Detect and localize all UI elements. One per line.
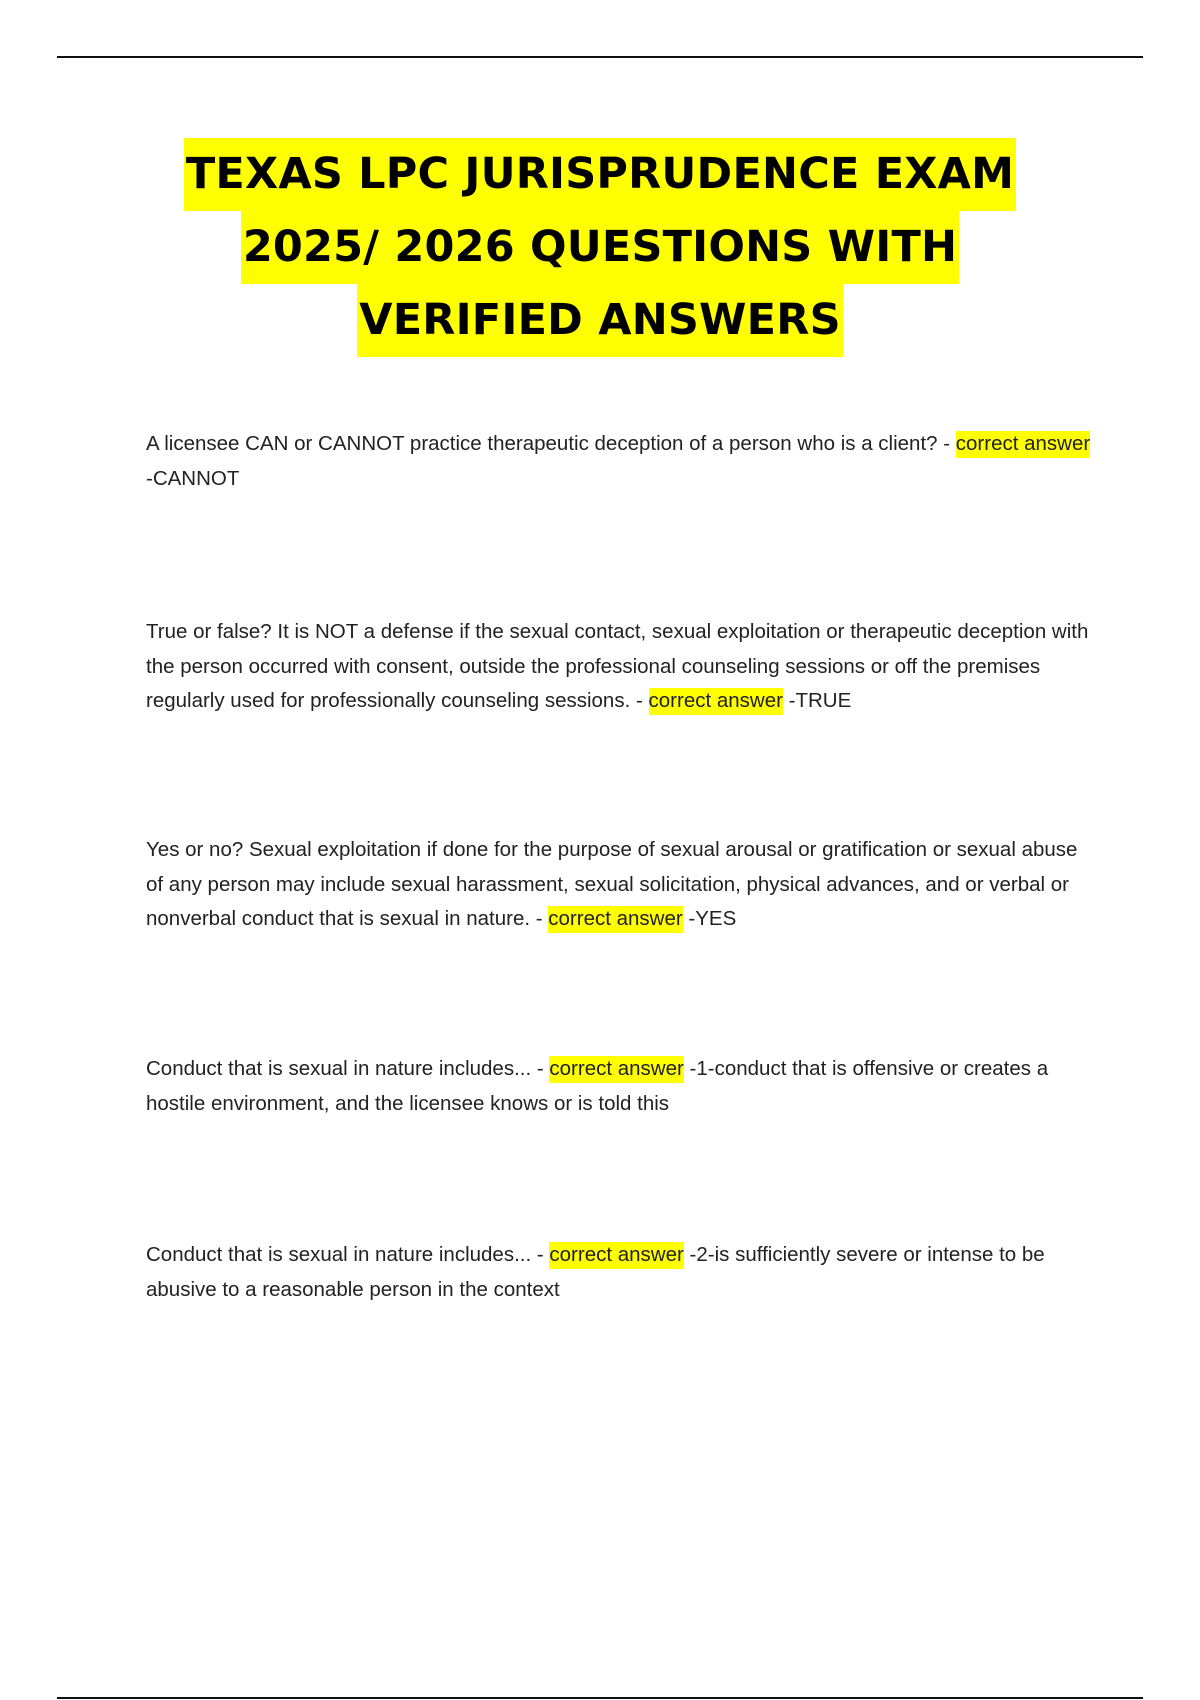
- title-line: VERIFIED ANSWERS: [357, 284, 843, 357]
- question-text: A licensee CAN or CANNOT practice therapeutic deception of a person who is a client?: [146, 432, 938, 455]
- answer-label: correct answer: [956, 431, 1090, 458]
- qa-item: Conduct that is sexual in nature includes... - correct answer -2-is sufficiently severe or intense to be abusive to a reasonable person in the context: [146, 1243, 1045, 1301]
- title-line: TEXAS LPC JURISPRUDENCE EXAM: [184, 138, 1016, 211]
- answer-label: correct answer: [548, 906, 682, 933]
- document-title: [120, 138, 1080, 357]
- answer-text: TRUE: [795, 689, 852, 712]
- qa-item: True or false? It is NOT a defense if the sexual contact, sexual exploitation or therapeutic deception with the person occurred with consent, outside the professional counseling sessions or off the premises regularly used for professionally counseling sessions. - correct answer -TRUE: [146, 615, 1096, 719]
- answer-text: CANNOT: [152, 466, 240, 490]
- answer-label: correct answer: [549, 1056, 683, 1083]
- qa-item: Conduct that is sexual in nature includes... - correct answer -1-conduct that is offensive or creates a hostile environment, and the licensee knows or is told this: [146, 1057, 1049, 1115]
- qa-item: A licensee CAN or CANNOT practice therapeutic deception of a person who is a client? - correct answer -CANNOT: [146, 432, 1091, 490]
- question-text: Conduct that is sexual in nature includes...: [146, 1243, 532, 1266]
- qa-item: Yes or no? Sexual exploitation if done for the purpose of sexual arousal or gratification or sexual abuse of any person may include sexual harassment, sexual solicitation, physical advances, and or verbal or nonverbal conduct that is sexual in nature. - correct answer -YES: [146, 833, 1096, 937]
- question-text: Yes or no? Sexual exploitation if done for the purpose of sexual arousal or gratification or sexual abuse of any person may include sexual harassment, sexual solicitation, physical advances, and or verbal or nonverbal conduct that is sexual in nature.: [146, 838, 1078, 930]
- question-text: Conduct that is sexual in nature includes...: [146, 1057, 532, 1080]
- answer-label: correct answer: [649, 688, 783, 715]
- question-text: True or false? It is NOT a defense if the sexual contact, sexual exploitation or therapeutic deception with the person occurred with consent, outside the professional counseling sessions or off the premises regularly used for professionally counseling sessions.: [146, 620, 1089, 712]
- answer-label: correct answer: [549, 1242, 683, 1269]
- answer-text: 2-is sufficiently severe or intense to be abusive to a reasonable person in the context: [146, 1243, 1045, 1301]
- answer-text: 1-conduct that is offensive or creates a hostile environment, and the licensee knows or is told this: [146, 1057, 1049, 1115]
- top-divider: [57, 56, 1143, 58]
- answer-text: YES: [695, 907, 737, 930]
- bottom-divider: [57, 1697, 1143, 1699]
- title-line: 2025/ 2026 QUESTIONS WITH: [241, 211, 959, 284]
